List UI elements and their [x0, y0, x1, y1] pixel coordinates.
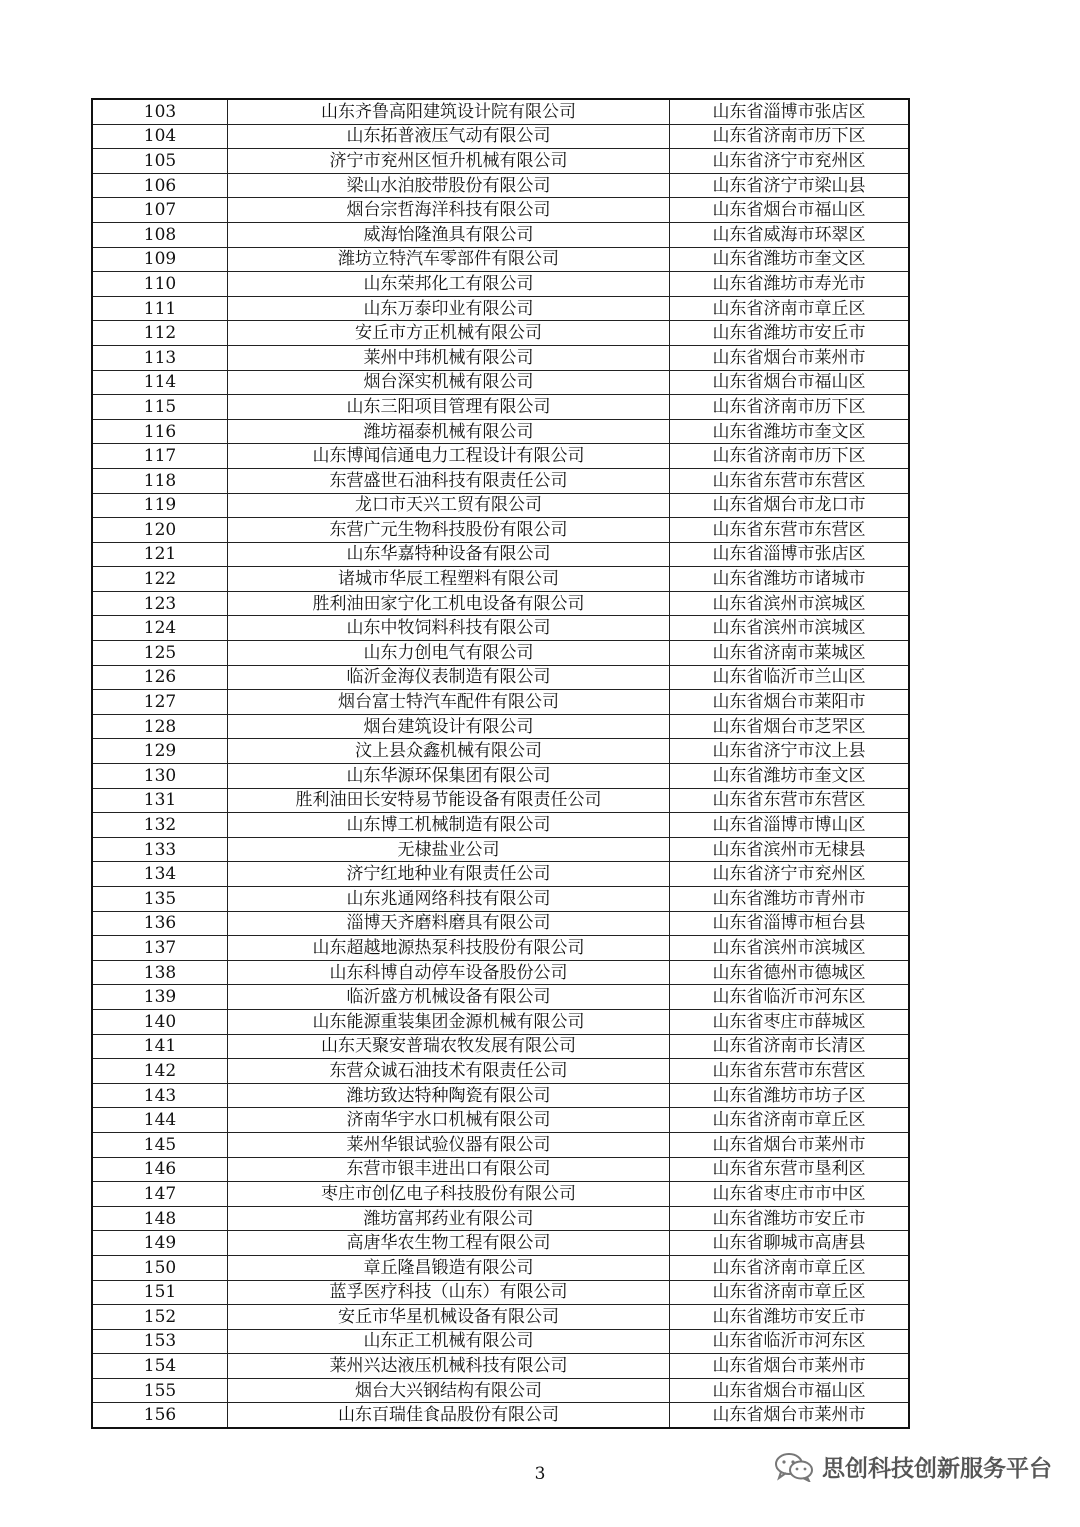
row-number: 124: [92, 616, 228, 641]
company-name: 安丘市方正机械有限公司: [228, 321, 670, 346]
row-number: 138: [92, 960, 228, 985]
table-row: [92, 1009, 909, 1034]
company-name: 济宁红地种业有限责任公司: [228, 862, 670, 887]
row-number: 117: [92, 444, 228, 469]
company-location: 山东省东营市东营区: [670, 518, 910, 543]
company-location: 山东省聊城市高唐县: [670, 1231, 910, 1256]
table-row: [92, 370, 909, 395]
row-number: 136: [92, 911, 228, 936]
company-name: 山东科博自动停车设备股份公司: [228, 960, 670, 985]
company-location: 山东省烟台市莱阳市: [670, 690, 910, 715]
company-name: 山东能源重装集团金源机械有限公司: [228, 1009, 670, 1034]
row-number: 118: [92, 468, 228, 493]
table-row: [92, 690, 909, 715]
company-name: 枣庄市创亿电子科技股份有限公司: [228, 1182, 670, 1207]
table-row: [92, 985, 909, 1010]
company-location: 山东省烟台市莱州市: [670, 345, 910, 370]
company-location: 山东省淄博市博山区: [670, 813, 910, 838]
row-number: 106: [92, 173, 228, 198]
table-row: [92, 887, 909, 912]
company-name: 山东力创电气有限公司: [228, 641, 670, 666]
company-location: 山东省济南市章丘区: [670, 1255, 910, 1280]
company-location: 山东省德州市德城区: [670, 960, 910, 985]
table-row: [92, 1182, 909, 1207]
company-location: 山东省东营市垦利区: [670, 1157, 910, 1182]
table-row: [92, 1280, 909, 1305]
company-name: 莱州兴达液压机械科技有限公司: [228, 1354, 670, 1379]
company-name: 东营市银丰进出口有限公司: [228, 1157, 670, 1182]
company-name: 潍坊富邦药业有限公司: [228, 1206, 670, 1231]
company-location: 山东省济宁市兖州区: [670, 862, 910, 887]
company-location: 山东省烟台市福山区: [670, 198, 910, 223]
company-name: 山东华嘉特种设备有限公司: [228, 542, 670, 567]
table-row: [92, 345, 909, 370]
company-location: 山东省济宁市梁山县: [670, 173, 910, 198]
company-location: 山东省潍坊市奎文区: [670, 247, 910, 272]
company-location: 山东省烟台市莱州市: [670, 1132, 910, 1157]
company-location: 山东省威海市环翠区: [670, 222, 910, 247]
row-number: 148: [92, 1206, 228, 1231]
row-number: 145: [92, 1132, 228, 1157]
company-location: 山东省淄博市张店区: [670, 542, 910, 567]
company-name: 临沂金海仪表制造有限公司: [228, 665, 670, 690]
row-number: 122: [92, 567, 228, 592]
row-number: 143: [92, 1083, 228, 1108]
table-row: [92, 1305, 909, 1330]
company-location: 山东省滨州市无棣县: [670, 837, 910, 862]
table-row: [92, 862, 909, 887]
company-location: 山东省潍坊市青州市: [670, 887, 910, 912]
row-number: 123: [92, 591, 228, 616]
company-location: 山东省东营市东营区: [670, 1059, 910, 1084]
company-name: 东营广元生物科技股份有限公司: [228, 518, 670, 543]
company-location: 山东省潍坊市奎文区: [670, 419, 910, 444]
row-number: 129: [92, 739, 228, 764]
company-location: 山东省滨州市滨城区: [670, 591, 910, 616]
watermark-text: 思创科技创新服务平台: [822, 1456, 1052, 1482]
company-name: 山东拓普液压气动有限公司: [228, 124, 670, 149]
company-location: 山东省济南市章丘区: [670, 296, 910, 321]
row-number: 105: [92, 149, 228, 174]
table-row: [92, 272, 909, 297]
company-location: 山东省烟台市福山区: [670, 370, 910, 395]
company-name: 山东天聚安普瑞农牧发展有限公司: [228, 1034, 670, 1059]
table-row: [92, 960, 909, 985]
row-number: 103: [92, 99, 228, 124]
row-number: 113: [92, 345, 228, 370]
row-number: 115: [92, 395, 228, 420]
table-row: [92, 1157, 909, 1182]
company-location: 山东省烟台市莱州市: [670, 1354, 910, 1379]
table-row: [92, 1132, 909, 1157]
company-name: 诸城市华辰工程塑料有限公司: [228, 567, 670, 592]
row-number: 126: [92, 665, 228, 690]
row-number: 108: [92, 222, 228, 247]
company-name: 潍坊致达特种陶瓷有限公司: [228, 1083, 670, 1108]
table-row: [92, 518, 909, 543]
row-number: 134: [92, 862, 228, 887]
table-row: [92, 1206, 909, 1231]
company-name: 烟台建筑设计有限公司: [228, 714, 670, 739]
company-location: 山东省潍坊市坊子区: [670, 1083, 910, 1108]
row-number: 104: [92, 124, 228, 149]
row-number: 131: [92, 788, 228, 813]
row-number: 133: [92, 837, 228, 862]
company-table: [91, 98, 910, 1429]
company-name: 烟台深实机械有限公司: [228, 370, 670, 395]
table-row: [92, 1083, 909, 1108]
company-location: 山东省潍坊市安丘市: [670, 1305, 910, 1330]
company-name: 淄博天齐磨料磨具有限公司: [228, 911, 670, 936]
table-row: [92, 444, 909, 469]
row-number: 132: [92, 813, 228, 838]
company-name: 山东博闻信通电力工程设计有限公司: [228, 444, 670, 469]
table-row: [92, 395, 909, 420]
company-location: 山东省枣庄市薛城区: [670, 1009, 910, 1034]
company-location: 山东省济宁市汶上县: [670, 739, 910, 764]
company-name: 莱州华银试验仪器有限公司: [228, 1132, 670, 1157]
company-name: 山东中牧饲料科技有限公司: [228, 616, 670, 641]
table-row: [92, 1403, 909, 1428]
row-number: 107: [92, 198, 228, 223]
table-row: [92, 1231, 909, 1256]
company-name: 山东百瑞佳食品股份有限公司: [228, 1403, 670, 1428]
company-name: 山东三阳项目管理有限公司: [228, 395, 670, 420]
company-name: 章丘隆昌锻造有限公司: [228, 1255, 670, 1280]
company-name: 东营盛世石油科技有限责任公司: [228, 468, 670, 493]
company-location: 山东省济南市莱城区: [670, 641, 910, 666]
row-number: 141: [92, 1034, 228, 1059]
table-body: [92, 99, 909, 1428]
row-number: 149: [92, 1231, 228, 1256]
row-number: 139: [92, 985, 228, 1010]
table-row: [92, 936, 909, 961]
table-row: [92, 1255, 909, 1280]
row-number: 137: [92, 936, 228, 961]
company-name: 山东万泰印业有限公司: [228, 296, 670, 321]
row-number: 111: [92, 296, 228, 321]
company-name: 安丘市华星机械设备有限公司: [228, 1305, 670, 1330]
row-number: 125: [92, 641, 228, 666]
company-name: 潍坊福泰机械有限公司: [228, 419, 670, 444]
table-row: [92, 1354, 909, 1379]
table-row: [92, 591, 909, 616]
company-location: 山东省济宁市兖州区: [670, 149, 910, 174]
row-number: 127: [92, 690, 228, 715]
company-name: 蓝孚医疗科技（山东）有限公司: [228, 1280, 670, 1305]
table-row: [92, 99, 909, 124]
table-row: [92, 247, 909, 272]
table-row: [92, 1108, 909, 1133]
company-location: 山东省枣庄市市中区: [670, 1182, 910, 1207]
page-number: 3: [534, 1464, 546, 1484]
company-location: 山东省临沂市河东区: [670, 985, 910, 1010]
row-number: 121: [92, 542, 228, 567]
row-number: 150: [92, 1255, 228, 1280]
company-location: 山东省淄博市桓台县: [670, 911, 910, 936]
company-location: 山东省潍坊市奎文区: [670, 764, 910, 789]
company-name: 龙口市天兴工贸有限公司: [228, 493, 670, 518]
company-location: 山东省临沂市河东区: [670, 1329, 910, 1354]
company-location: 山东省济南市章丘区: [670, 1108, 910, 1133]
company-location: 山东省烟台市莱州市: [670, 1403, 910, 1428]
company-location: 山东省滨州市滨城区: [670, 936, 910, 961]
row-number: 153: [92, 1329, 228, 1354]
table-row: [92, 173, 909, 198]
company-name: 烟台富士特汽车配件有限公司: [228, 690, 670, 715]
table-row: [92, 493, 909, 518]
company-location: 山东省济南市历下区: [670, 124, 910, 149]
company-location: 山东省济南市历下区: [670, 444, 910, 469]
company-name: 山东荣邦化工有限公司: [228, 272, 670, 297]
company-name: 高唐华农生物工程有限公司: [228, 1231, 670, 1256]
table-row: [92, 321, 909, 346]
row-number: 116: [92, 419, 228, 444]
row-number: 140: [92, 1009, 228, 1034]
table-row: [92, 468, 909, 493]
table-row: [92, 641, 909, 666]
company-location: 山东省潍坊市寿光市: [670, 272, 910, 297]
row-number: 152: [92, 1305, 228, 1330]
company-location: 山东省潍坊市安丘市: [670, 321, 910, 346]
row-number: 154: [92, 1354, 228, 1379]
company-location: 山东省潍坊市安丘市: [670, 1206, 910, 1231]
company-location: 山东省潍坊市诸城市: [670, 567, 910, 592]
company-name: 莱州中玮机械有限公司: [228, 345, 670, 370]
company-name: 山东华源环保集团有限公司: [228, 764, 670, 789]
company-location: 山东省东营市东营区: [670, 468, 910, 493]
table-row: [92, 714, 909, 739]
company-name: 烟台宗哲海洋科技有限公司: [228, 198, 670, 223]
company-name: 胜利油田长安特易节能设备有限责任公司: [228, 788, 670, 813]
company-name: 临沂盛方机械设备有限公司: [228, 985, 670, 1010]
table-row: [92, 222, 909, 247]
company-location: 山东省济南市长清区: [670, 1034, 910, 1059]
row-number: 128: [92, 714, 228, 739]
row-number: 109: [92, 247, 228, 272]
row-number: 155: [92, 1378, 228, 1403]
table-row: [92, 567, 909, 592]
table-row: [92, 542, 909, 567]
company-name: 潍坊立特汽车零部件有限公司: [228, 247, 670, 272]
company-name: 烟台大兴钢结构有限公司: [228, 1378, 670, 1403]
table-row: [92, 813, 909, 838]
row-number: 156: [92, 1403, 228, 1428]
row-number: 114: [92, 370, 228, 395]
row-number: 151: [92, 1280, 228, 1305]
company-name: 山东齐鲁高阳建筑设计院有限公司: [228, 99, 670, 124]
company-location: 山东省烟台市芝罘区: [670, 714, 910, 739]
company-name: 山东博工机械制造有限公司: [228, 813, 670, 838]
company-name: 无棣盐业公司: [228, 837, 670, 862]
company-name: 梁山水泊胶带股份有限公司: [228, 173, 670, 198]
company-location: 山东省济南市历下区: [670, 395, 910, 420]
company-location: 山东省滨州市滨城区: [670, 616, 910, 641]
table-row: [92, 419, 909, 444]
row-number: 142: [92, 1059, 228, 1084]
company-name: 济南华宇水口机械有限公司: [228, 1108, 670, 1133]
table-row: [92, 1329, 909, 1354]
row-number: 120: [92, 518, 228, 543]
company-name: 山东正工机械有限公司: [228, 1329, 670, 1354]
table-row: [92, 739, 909, 764]
company-location: 山东省烟台市福山区: [670, 1378, 910, 1403]
company-name: 胜利油田家宁化工机电设备有限公司: [228, 591, 670, 616]
table-row: [92, 149, 909, 174]
row-number: 146: [92, 1157, 228, 1182]
company-location: 山东省临沂市兰山区: [670, 665, 910, 690]
row-number: 110: [92, 272, 228, 297]
table-row: [92, 616, 909, 641]
company-location: 山东省烟台市龙口市: [670, 493, 910, 518]
company-name: 山东超越地源热泵科技股份有限公司: [228, 936, 670, 961]
wechat-icon: [774, 1452, 814, 1482]
company-location: 山东省济南市章丘区: [670, 1280, 910, 1305]
company-name: 东营众诚石油技术有限责任公司: [228, 1059, 670, 1084]
table-row: [92, 788, 909, 813]
company-name: 汶上县众鑫机械有限公司: [228, 739, 670, 764]
company-location: 山东省淄博市张店区: [670, 99, 910, 124]
company-name: 威海怡隆渔具有限公司: [228, 222, 670, 247]
table-row: [92, 665, 909, 690]
row-number: 119: [92, 493, 228, 518]
watermark: [774, 1450, 1052, 1483]
row-number: 147: [92, 1182, 228, 1207]
table-row: [92, 837, 909, 862]
table-row: [92, 124, 909, 149]
company-name: 济宁市兖州区恒升机械有限公司: [228, 149, 670, 174]
table-row: [92, 764, 909, 789]
row-number: 135: [92, 887, 228, 912]
row-number: 112: [92, 321, 228, 346]
company-location: 山东省东营市东营区: [670, 788, 910, 813]
table-row: [92, 296, 909, 321]
company-name: 山东兆通网络科技有限公司: [228, 887, 670, 912]
table-row: [92, 198, 909, 223]
table-row: [92, 911, 909, 936]
table-row: [92, 1034, 909, 1059]
row-number: 144: [92, 1108, 228, 1133]
table-row: [92, 1059, 909, 1084]
row-number: 130: [92, 764, 228, 789]
table-row: [92, 1378, 909, 1403]
